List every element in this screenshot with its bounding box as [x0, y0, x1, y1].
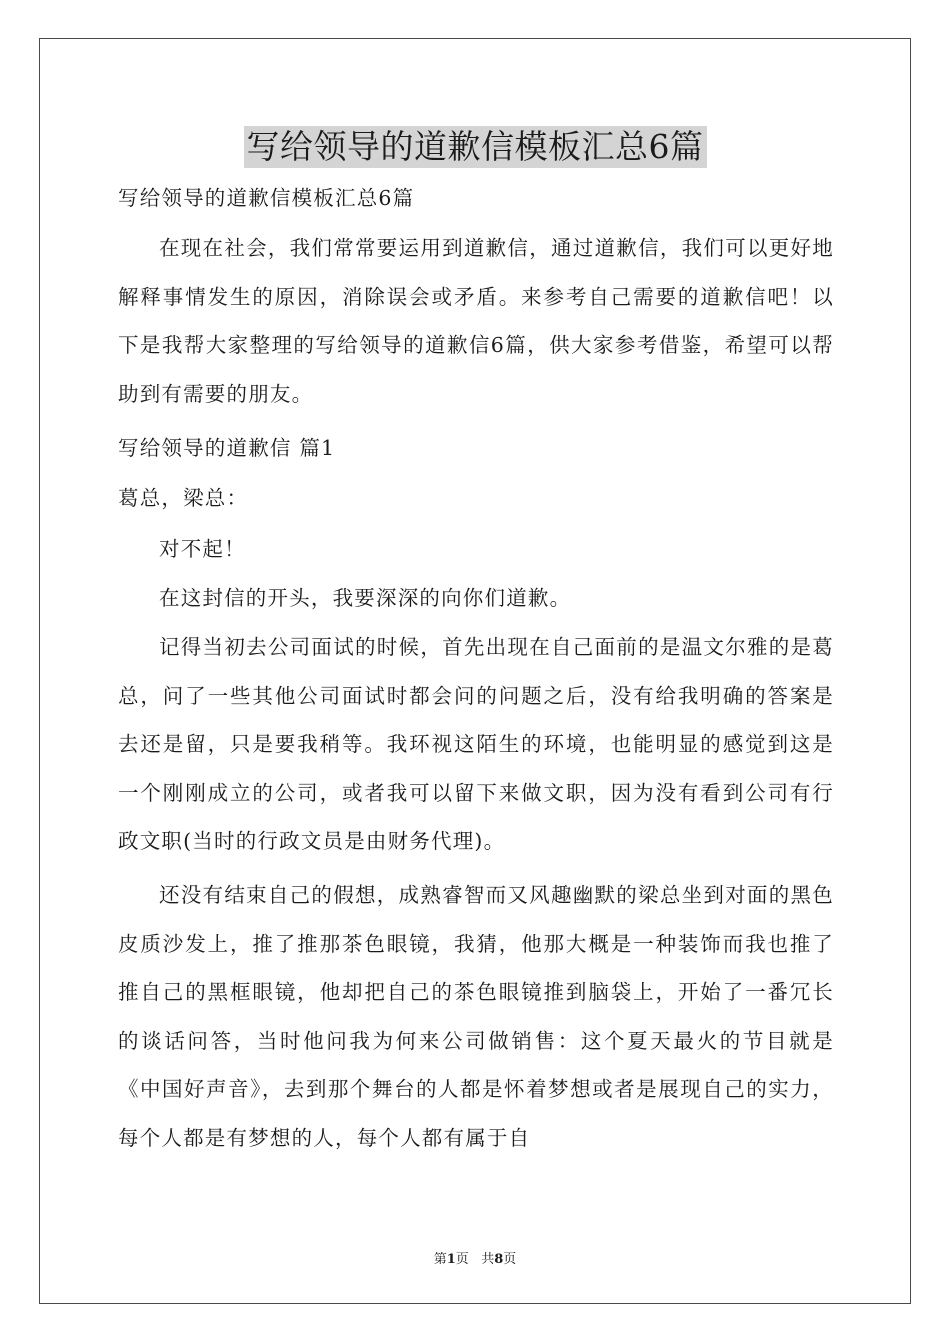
- title-container: [0, 126, 950, 168]
- salutation: 葛总，梁总：: [118, 486, 249, 510]
- paragraph-apology: 对不起！: [159, 537, 246, 561]
- section-heading: 写给领导的道歉信 篇1: [118, 436, 336, 460]
- page-footer: [0, 1248, 950, 1267]
- paragraph-opening: 在这封信的开头，我要深深的向你们道歉。: [159, 586, 572, 610]
- intro-paragraph: 在现在社会，我们常常要运用到道歉信，通过道歉信，我们可以更好地解释事情发生的原因，消除误会或矛盾。来参考自己需要的道歉信吧！以下是我帮大家整理的写给领导的道歉信6篇，供大家参考借鉴，希望可以帮助到有需要的朋友。: [118, 236, 834, 406]
- footer-page-prefix: 第: [433, 1252, 447, 1267]
- footer-page-mid: 页 共: [455, 1252, 495, 1267]
- footer-page-total: 8: [494, 1252, 504, 1267]
- footer-page-current: 1: [446, 1252, 456, 1267]
- document-subtitle: 写给领导的道歉信模板汇总6篇: [118, 186, 415, 210]
- paragraph-conversation: 还没有结束自己的假想，成熟睿智而又风趣幽默的梁总坐到对面的黑色皮质沙发上，推了推那茶色眼镜，我猜，他那大概是一种装饰而我也推了推自己的黑框眼镜，他却把自己的茶色眼镜推到脑袋上，开始了一番冗长的谈话问答，当时他问我为何来公司做销售：这个夏天最火的节目就是《中国好声音》，去到那个舞台的人都是怀着梦想或者是展现自己的实力，每个人都是有梦想的人，每个人都有属于自: [118, 883, 834, 1150]
- paragraph-interview: 记得当初去公司面试的时候，首先出现在自己面前的是温文尔雅的是葛总，问了一些其他公司面试时都会问的问题之后，没有给我明确的答案是去还是留，只是要我稍等。我环视这陌生的环境，也能明显的感觉到这是一个刚刚成立的公司，或者我可以留下来做文职，因为没有看到公司有行政文职(当时的行政文员是由财务代理)。: [118, 635, 834, 854]
- footer-page-suffix: 页: [503, 1252, 517, 1267]
- document-title: 写给领导的道歉信模板汇总6篇: [244, 126, 707, 168]
